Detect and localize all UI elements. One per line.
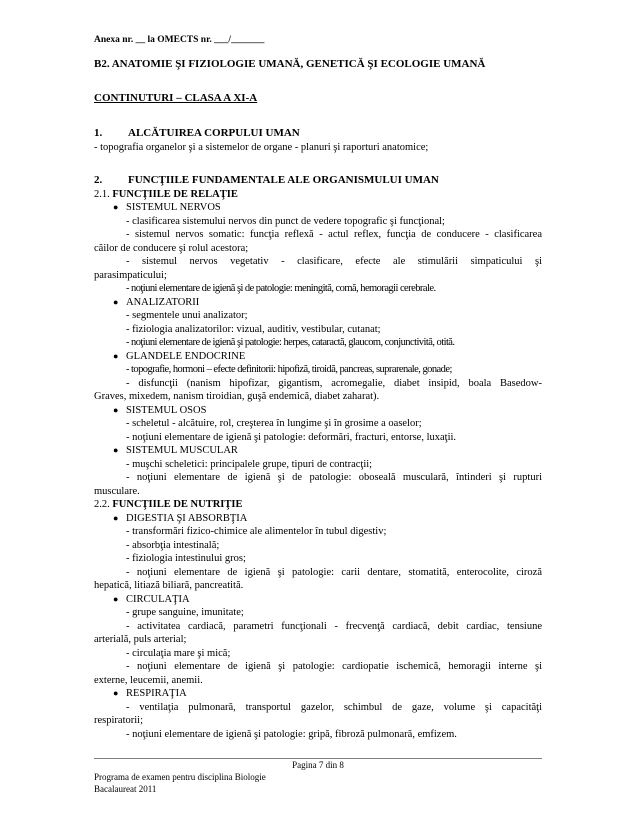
list-item: - scheletul - alcătuire, rol, creşterea în lungime şi în grosime a oaselor; <box>126 418 422 429</box>
bullet-icon: ● <box>113 296 119 307</box>
document-title: B2. ANATOMIE ŞI FIZIOLOGIE UMANĂ, GENETICĂ ŞI ECOLOGIE UMANĂ <box>94 58 486 70</box>
list-item: - sistemul nervos somatic: funcţia reflexă - actul reflex, funcţia de conducere - clasificarea <box>126 229 542 240</box>
section-title: FUNCŢIILE FUNDAMENTALE ALE ORGANISMULUI UMAN <box>128 174 439 186</box>
subsection-2-2-heading <box>94 498 542 512</box>
list-item: - sistemul nervos vegetativ - clasificare, efecte ale stimulării simpaticului şi <box>126 256 542 267</box>
page-number: Pagina 7 din 8 <box>292 760 344 770</box>
list-item: - circulaţia mare şi mică; <box>126 647 231 659</box>
list-item: - fiziologia analizatorilor: vizual, auditiv, vestibular, cutanat; <box>126 323 381 335</box>
topic-nervous-system <box>94 201 542 215</box>
list-item: - activitatea cardiacă, parametri funcţionali - frecvenţă cardiacă, debit cardiac, tensiune <box>126 620 542 632</box>
list-item: - ventilaţia pulmonară, transportul gazelor, schimbul de gaze, volume şi capacităţi <box>126 701 542 713</box>
list-item: - fiziologia intestinului gros; <box>126 553 246 564</box>
list-item-continuation: căilor de conducere şi rolul acestora; <box>94 242 249 254</box>
list-item: - noţiuni elementare de igienă şi patologie: deformări, fracturi, entorse, luxaţii. <box>126 431 457 443</box>
list-item: - muşchi scheletici: principalele grupe, tipuri de contracţii; <box>126 458 373 470</box>
bullet-icon: ● <box>113 404 119 415</box>
topic-muscular-system <box>94 444 542 458</box>
topic-digestion <box>94 512 542 526</box>
list-item: - noţiuni elementare de igienă şi patologie: gripă, fibroză pulmonară, emfizem. <box>126 728 457 740</box>
section-number: 2. <box>94 174 103 186</box>
list-item-continuation: arterială, puls arterial; <box>94 634 187 645</box>
subsection-title: FUNCŢIILE DE RELAŢIE <box>112 188 238 200</box>
topic-title: CIRCULAŢIA <box>126 593 190 605</box>
section-1-heading <box>94 127 542 141</box>
list-item: - noţiuni elementare de igienă şi patologie: cardiopatie ischemică, hemoragii interne şi <box>126 661 542 672</box>
subsection-2-1-heading <box>94 188 542 202</box>
list-item-continuation: respiratorii; <box>94 715 143 726</box>
section-number: 1. <box>94 127 103 139</box>
topic-skeletal-system <box>94 404 542 418</box>
list-item: - noţiuni elementare de igienă şi de patologie: meningită, comă, hemoragii cerebrale. <box>126 283 436 294</box>
list-item: - topografie, hormoni – efecte definitorii: hipofiză, tiroidă, pancreas, suprarenale, gonade; <box>126 364 452 375</box>
section-2-heading <box>94 174 542 188</box>
topic-title: SISTEMUL OSOS <box>126 404 207 416</box>
list-item-continuation: musculare. <box>94 485 140 497</box>
list-item-continuation: hepatică, litiază biliară, pancreatită. <box>94 580 244 591</box>
topic-respiration <box>94 687 542 701</box>
list-item: - noţiuni elementare de igienă şi patologie: herpes, cataractă, glaucom, conjunctivită, otită. <box>126 337 455 348</box>
bullet-icon: ● <box>113 445 119 455</box>
footer-divider <box>94 758 542 759</box>
list-item: - transformări fizico-chimice ale alimentelor în tubul digestiv; <box>126 526 387 537</box>
topic-endocrine-glands <box>94 350 542 364</box>
document-page <box>94 34 542 741</box>
subsection-number: 2.1. <box>94 188 110 200</box>
subsection-title: FUNCŢIILE DE NUTRIŢIE <box>112 499 243 510</box>
topic-title: SISTEMUL NERVOS <box>126 202 221 213</box>
bullet-icon: ● <box>113 202 119 212</box>
bullet-icon: ● <box>113 512 119 523</box>
topic-title: RESPIRAŢIA <box>126 688 187 699</box>
list-item-continuation: externe, leucemii, anemii. <box>94 674 203 686</box>
topic-circulation <box>94 593 542 607</box>
list-item: - absorbţia intestinală; <box>126 539 220 551</box>
section-1-text: - topografia organelor şi a sistemelor de organe - planuri şi raporturi anatomice; <box>94 141 429 153</box>
section-title: ALCĂTUIREA CORPULUI UMAN <box>128 127 300 139</box>
annex-reference: Anexa nr. __ la OMECTS nr. ___/_______ <box>94 35 265 45</box>
topic-title: DIGESTIA ŞI ABSORBŢIA <box>126 512 248 524</box>
list-item: - noţiuni elementare de igienă şi patologie: carii dentare, stomatită, enterocolite, ciroză <box>126 566 542 578</box>
subsection-number: 2.2. <box>94 499 110 510</box>
list-item: - disfuncţii (nanism hipofizar, gigantism, acromegalie, diabet insipid, boala Basedow- <box>126 377 542 389</box>
bullet-icon: ● <box>113 350 119 361</box>
bullet-icon: ● <box>113 688 119 698</box>
bullet-icon: ● <box>113 593 119 604</box>
contents-heading: CONTINUTURI – CLASA A XI-A <box>94 92 258 104</box>
footer-line-2: Bacalaureat 2011 <box>94 783 157 794</box>
topic-title: ANALIZATORII <box>126 296 200 308</box>
footer-line-1: Programa de examen pentru disciplina Biologie <box>94 772 266 782</box>
footer <box>94 772 266 795</box>
topic-title: SISTEMUL MUSCULAR <box>126 445 238 456</box>
topic-title: GLANDELE ENDOCRINE <box>126 350 246 362</box>
list-item: - noţiuni elementare de igienă şi de patologie: oboseală musculară, întinderi şi rupturi <box>126 472 542 483</box>
list-item: - grupe sanguine, imunitate; <box>126 607 244 618</box>
list-item: - segmentele unui analizator; <box>126 310 248 321</box>
list-item-continuation: Graves, mixedem, nanism tiroidian, guşă endemică, diabet zaharat). <box>94 391 380 402</box>
list-item-continuation: parasimpaticului; <box>94 269 167 281</box>
topic-analyzers <box>94 296 542 310</box>
list-item: - clasificarea sistemului nervos din punct de vedere topografic şi funcţional; <box>126 215 445 227</box>
